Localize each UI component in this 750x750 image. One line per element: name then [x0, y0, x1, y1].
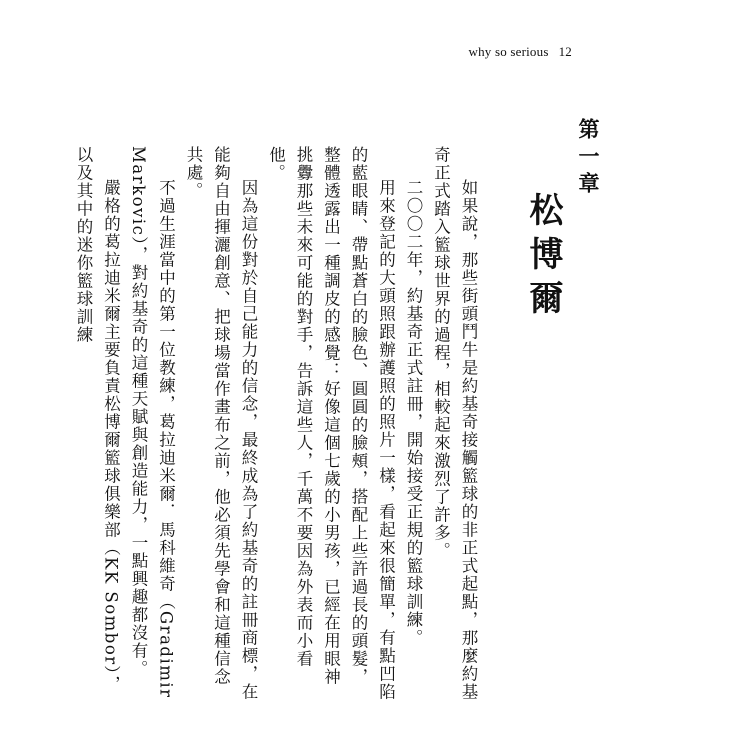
running-head	[469, 44, 572, 60]
paragraph-6: 嚴格的葛拉迪米爾主要負責松博爾籃球俱樂部（KK Sombor），以及其中的迷你籃球訓練	[74, 146, 121, 694]
paragraph-2: 二〇〇二年，約基奇正式註冊，開始接受正規的籃球訓練。	[404, 179, 423, 647]
running-head-title: why so serious	[468, 44, 549, 59]
paragraph-3: 用來登記的大頭照跟辦護照的照片一樣，看起來很簡單，有點凹陷的藍眼睛、帶點蒼白的臉色、圓圓的臉頰，搭配上些許過長的頭髮，整體透露出一種調皮的感覺：好像這個七歲的小男孩，已經在用眼神挑釁那些未來可能的對手，告訴這些人，千萬不要因為外表而小看他。	[266, 146, 396, 701]
chapter-heading	[523, 118, 601, 324]
paragraph-4: 因為這份對於自己能力的信念，最終成為了約基奇的註冊商標，在能夠自由揮灑創意、把球場當作畫布之前，他必須先學會和這種信念共處。	[184, 146, 258, 701]
page-number: 12	[558, 44, 572, 59]
paragraph-1: 如果說，那些街頭鬥牛是約基奇接觸籃球的非正式起點，那麼約基奇正式踏入籃球世界的過程，相較起來激烈了許多。	[431, 146, 478, 701]
paragraph-5: 不過生涯當中的第一位教練，葛拉迪米爾．馬科維奇（Gradimir Markovic），對約基奇的這種天賦與創造能力，一點興趣都沒有。	[129, 146, 176, 699]
chapter-title: 松博爾	[523, 192, 563, 324]
chapter-number: 第一章	[576, 118, 601, 199]
body-text	[74, 146, 482, 701]
